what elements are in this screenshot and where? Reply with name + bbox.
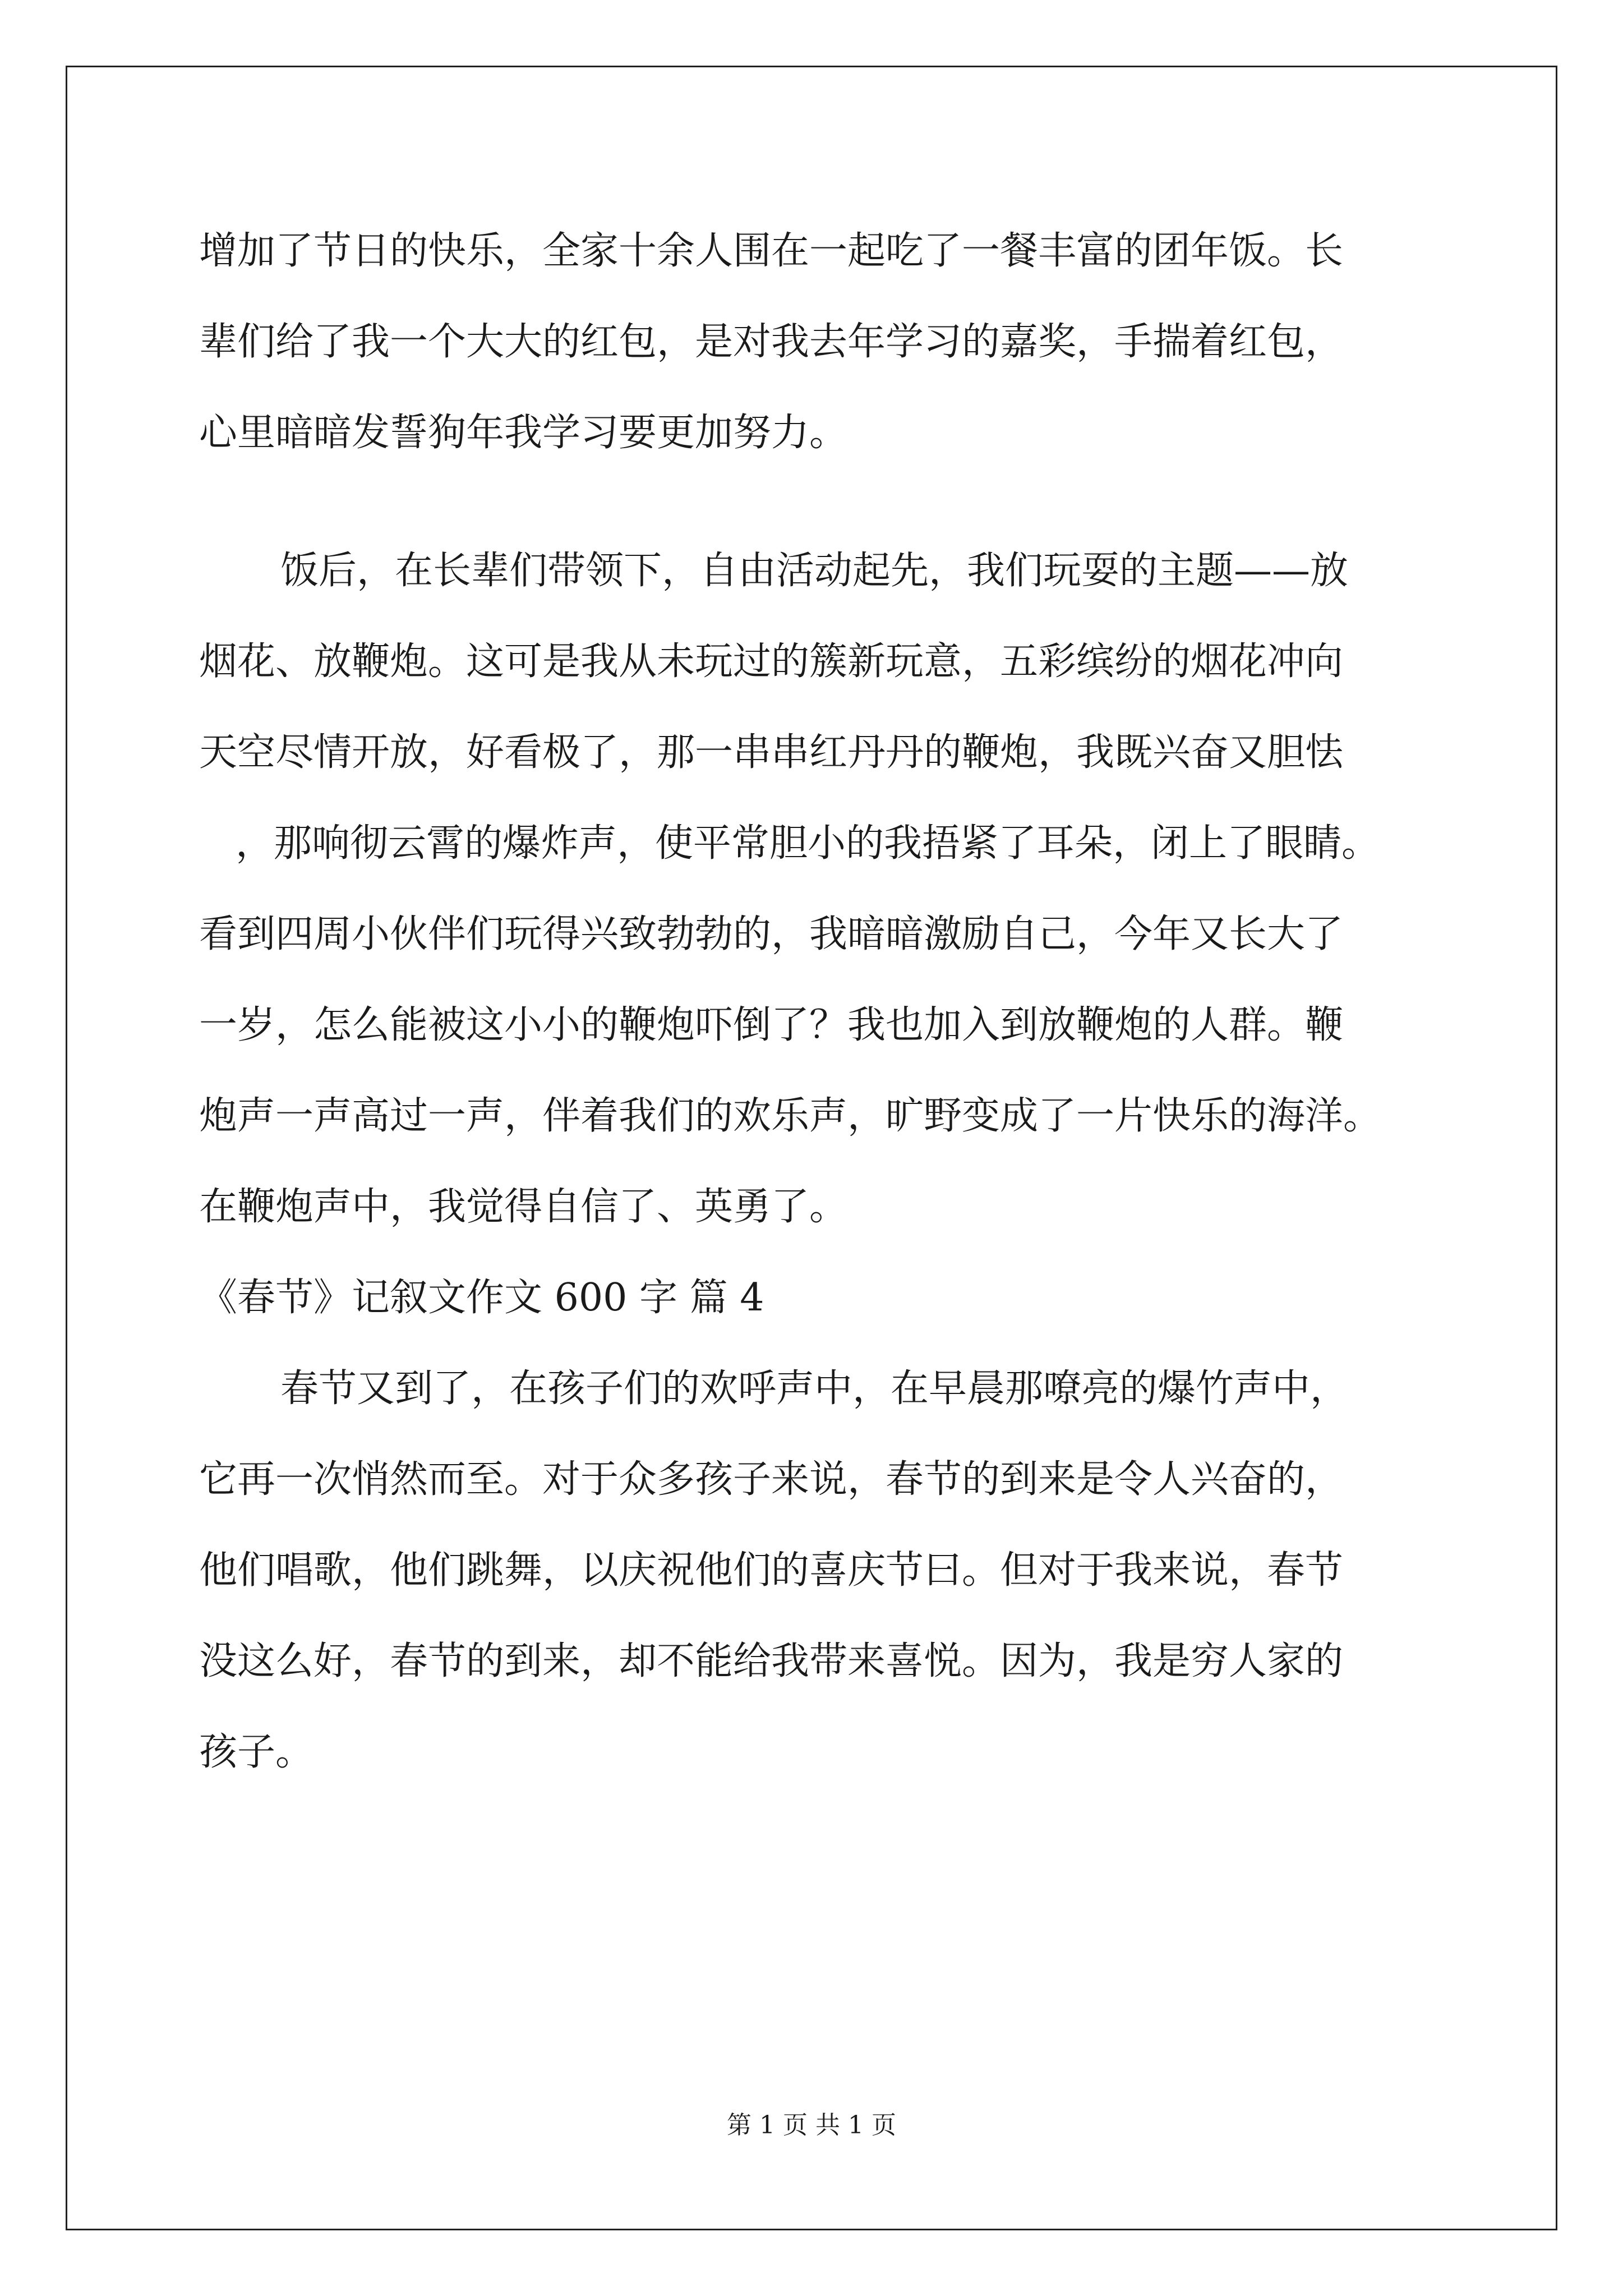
text-line: 它再一次悄然而至。对于众多孩子来说，春节的到来是令人兴奋的， (199, 1457, 1344, 1502)
text-line: 一岁，怎么能被这小小的鞭炮吓倒了？我也加入到放鞭炮的人群。鞭 (199, 1003, 1344, 1047)
text-line: 没这么好，春节的到来，却不能给我带来喜悦。因为，我是穷人家的 (199, 1639, 1344, 1683)
section-heading: 《春节》记叙文作文 600 字 篇 4 (199, 1276, 764, 1320)
text-line: 炮声一声高过一声，伴着我们的欢乐声，旷野变成了一片快乐的海洋。 (199, 1094, 1382, 1138)
text-line: 天空尽情开放，好看极了，那一串串红丹丹的鞭炮，我既兴奋又胆怯 (199, 730, 1344, 775)
text-line: 饭后，在长辈们带领下，自由活动起先，我们玩耍的主题——放 (280, 549, 1349, 593)
text-line: ，那响彻云霄的爆炸声，使平常胆小的我捂紧了耳朵，闭上了眼睛。 (236, 821, 1380, 866)
text-line: 在鞭炮声中，我觉得自信了、英勇了。 (199, 1185, 848, 1229)
text-line: 他们唱歌，他们跳舞，以庆祝他们的喜庆节曰。但对于我来说，春节 (199, 1548, 1344, 1593)
text-line: 孩子。 (199, 1730, 314, 1774)
text-line: 心里暗暗发誓狗年我学习要更加努力。 (199, 411, 848, 455)
text-line: 看到四周小伙伴们玩得兴致勃勃的，我暗暗激励自己，今年又长大了 (199, 912, 1344, 956)
text-line: 增加了节日的快乐，全家十余人围在一起吃了一餐丰富的团年饭。长 (199, 229, 1344, 273)
text-line: 春节又到了，在孩子们的欢呼声中，在早晨那嘹亮的爆竹声中， (280, 1366, 1349, 1411)
page-number-footer: 第 1 页 共 1 页 (727, 2111, 896, 2139)
text-line: 烟花、放鞭炮。这可是我从未玩过的簇新玩意，五彩缤纷的烟花冲向 (199, 639, 1344, 684)
page-border (66, 66, 1557, 2230)
text-line: 辈们给了我一个大大的红包，是对我去年学习的嘉奖，手揣着红包， (199, 320, 1344, 364)
